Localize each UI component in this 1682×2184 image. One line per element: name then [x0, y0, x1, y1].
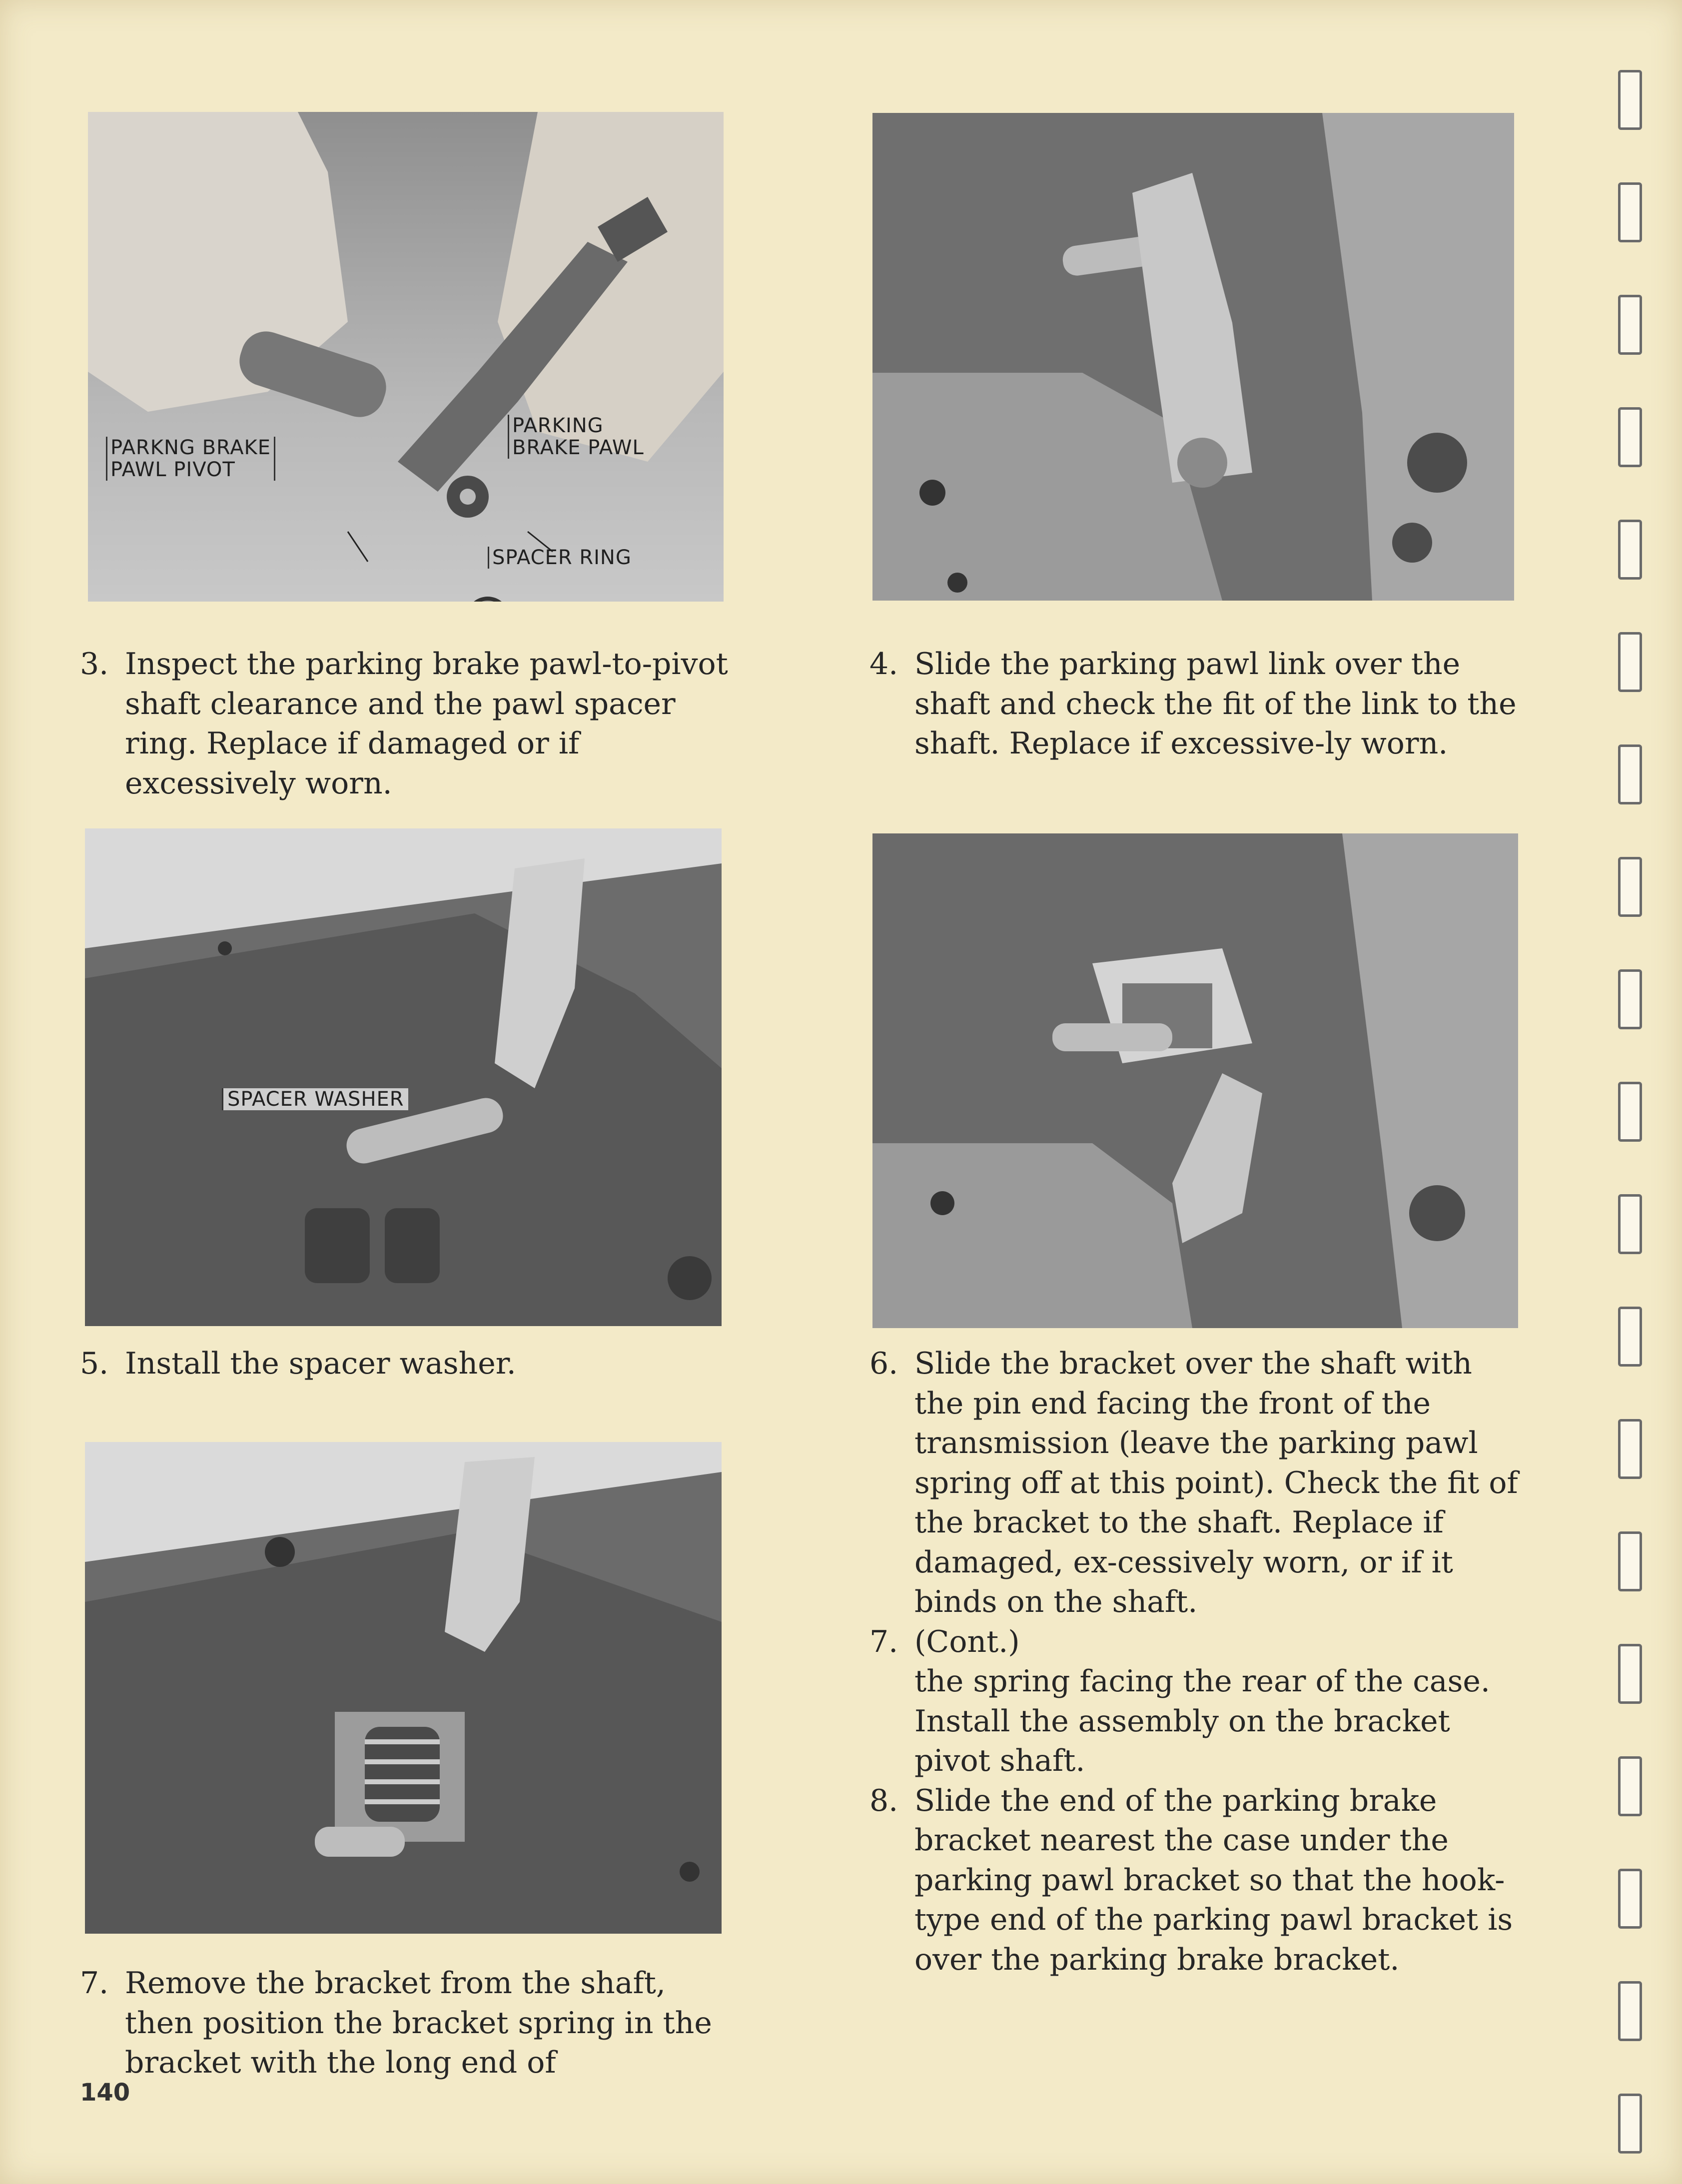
index-tab	[1618, 182, 1642, 242]
index-tab	[1618, 1082, 1642, 1142]
step-7-cont-body-row	[869, 1662, 1519, 1781]
step-5	[80, 1344, 730, 1384]
step-3	[80, 645, 730, 803]
index-tab	[1618, 744, 1642, 804]
label-parking-brake-pawl-pivot: PARKNG BRAKE PAWL PIVOT	[106, 437, 275, 481]
step-4-text: Slide the parking pawl link over the shaft and check the fit of the link to the shaft. Replace if excessive-ly worn.	[914, 647, 1517, 761]
step-5-text: Install the spacer washer.	[125, 1346, 516, 1381]
step-8	[869, 1781, 1519, 1980]
index-tab	[1618, 1531, 1642, 1591]
step-5-number: 5.	[80, 1346, 109, 1381]
right-column-steps	[869, 1344, 1519, 1980]
step-7-cont	[869, 1622, 1519, 1662]
index-tab	[1618, 857, 1642, 917]
photo-spacer-washer	[85, 828, 722, 1326]
index-tab	[1618, 1307, 1642, 1367]
photo-pawl-pivot	[88, 112, 724, 602]
photo-bracket-over-shaft	[872, 833, 1518, 1328]
step-6	[869, 1344, 1519, 1622]
index-tab	[1618, 1756, 1642, 1816]
photo-bracket-spring	[85, 1442, 722, 1934]
index-tab	[1618, 295, 1642, 355]
step-7-cont-number: 7.	[869, 1624, 898, 1659]
step-7-cont-label: (Cont.)	[914, 1624, 1020, 1659]
index-tab	[1618, 70, 1642, 130]
index-tab	[1618, 520, 1642, 580]
page-number: 140	[80, 2079, 130, 2107]
step-7	[80, 1964, 730, 2083]
index-tab	[1618, 1194, 1642, 1254]
index-tab	[1618, 632, 1642, 692]
index-tab	[1618, 407, 1642, 467]
step-6-number: 6.	[869, 1346, 898, 1381]
step-8-text: Slide the end of the parking brake bracket nearest the case under the parking pawl bracket so that the hook-type end of the parking pawl bracket is over the parking brake bracket.	[914, 1783, 1513, 1977]
index-tab	[1618, 969, 1642, 1029]
photo-link-illustration	[872, 113, 1514, 601]
step-3-number: 3.	[80, 647, 109, 682]
step-4	[869, 645, 1519, 764]
photo-spring-illustration	[85, 1442, 722, 1934]
index-tab	[1618, 1981, 1642, 2041]
label-spacer-washer: SPACER WASHER	[222, 1088, 408, 1110]
index-tab	[1618, 1419, 1642, 1479]
step-7-number: 7.	[80, 1966, 109, 2001]
step-3-text: Inspect the parking brake pawl-to-pivot shaft clearance and the pawl spacer ring. Replace if damaged or if excessively worn.	[125, 647, 728, 801]
label-parking-brake-pawl: PARKING BRAKE PAWL	[508, 415, 644, 459]
index-tab	[1618, 1644, 1642, 1704]
step-8-number: 8.	[869, 1783, 898, 1818]
photo-bracket-illustration	[872, 833, 1518, 1328]
step-6-text: Slide the bracket over the shaft with the pin end facing the front of the transmission (leave the parking pawl spring off at this point). Check the fit of the bracket to the shaft. Replace if damaged, ex-cessively worn, or if it binds on the shaft.	[914, 1346, 1518, 1619]
photo-pawl-link-on-shaft	[872, 113, 1514, 601]
photo-washer-illustration	[85, 828, 722, 1326]
index-tab	[1618, 1869, 1642, 1929]
step-4-number: 4.	[869, 647, 898, 682]
index-tab	[1618, 2094, 1642, 2154]
step-7-text: Remove the bracket from the shaft, then position the bracket spring in the bracket with the long end of	[125, 1966, 712, 2080]
photo-pawl-pivot-illustration	[88, 112, 724, 602]
step-7-cont-text: the spring facing the rear of the case. Install the assembly on the bracket pivot shaft.	[914, 1664, 1490, 1778]
label-spacer-ring: SPACER RING	[488, 547, 632, 569]
